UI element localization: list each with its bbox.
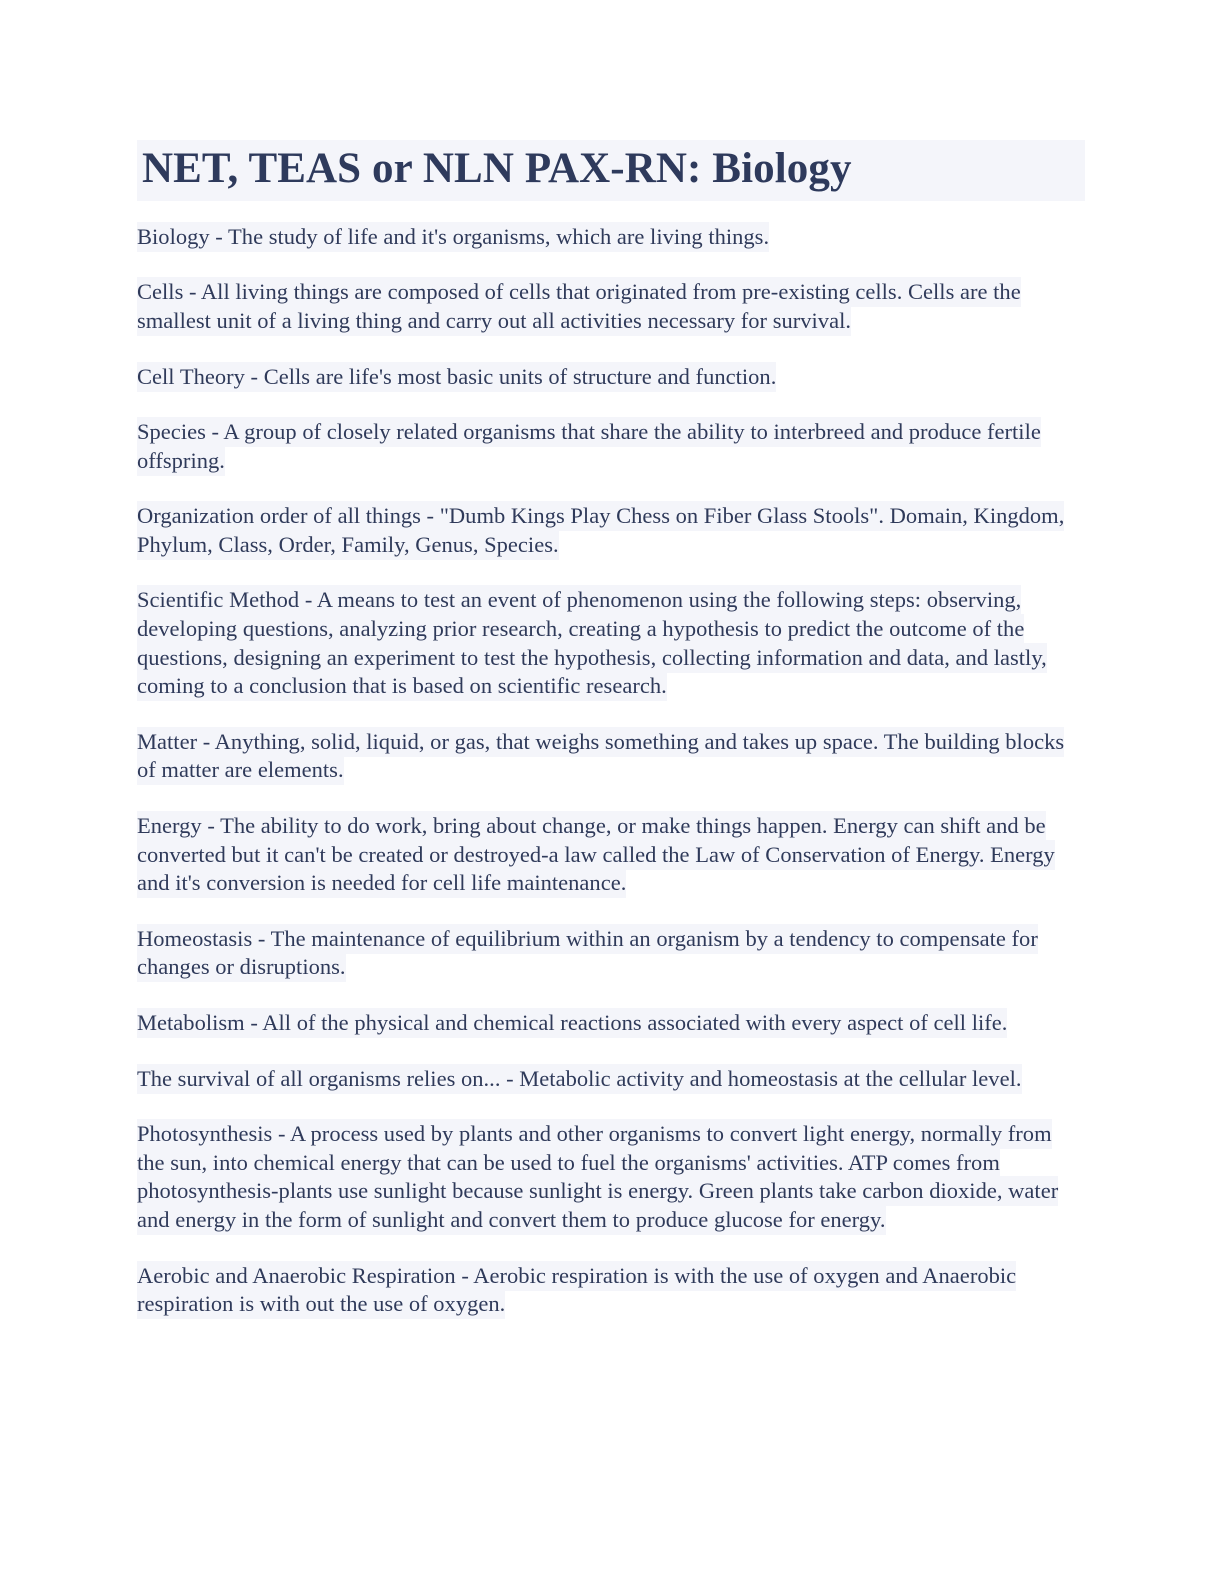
paragraph-survival	[137, 1065, 1067, 1094]
paragraph-text: Cells - All living things are composed of cells that originated from pre-existing cells. Cells are the smallest unit of a living thing and carry out all activities necessary for survival.	[137, 277, 1021, 336]
paragraph-cells	[137, 278, 1067, 335]
page-title: NET, TEAS or NLN PAX-RN: Biology	[137, 140, 1085, 201]
paragraph-text: Organization order of all things - "Dumb Kings Play Chess on Fiber Glass Stools". Domain, Kingdom, Phylum, Class, Order, Family, Genus, Species.	[137, 501, 1064, 560]
paragraph-text: Aerobic and Anaerobic Respiration - Aerobic respiration is with the use of oxygen and Anaerobic respiration is with out the use of oxygen.	[137, 1261, 1016, 1320]
paragraph-text: Species - A group of closely related organisms that share the ability to interbreed and produce fertile offspring.	[137, 417, 1041, 476]
paragraph-species	[137, 418, 1067, 475]
paragraph-text: Scientific Method - A means to test an event of phenomenon using the following steps: observing, developing questions, analyzing prior research, creating a hypothesis to predict the outcome of the questions, designing an experiment to test the hypothesis, collecting information and data, and lastly, coming to a conclusion that is based on scientific research.	[137, 585, 1047, 701]
paragraph-text: The survival of all organisms relies on... - Metabolic activity and homeostasis at the cellular level.	[137, 1064, 1022, 1094]
paragraph-text: Metabolism - All of the physical and chemical reactions associated with every aspect of cell life.	[137, 1008, 1007, 1038]
paragraph-text: Energy - The ability to do work, bring about change, or make things happen. Energy can shift and be converted but it can't be created or destroyed-a law called the Law of Conservation of Energy. Energy and it's conversion is needed for cell life maintenance.	[137, 811, 1055, 898]
paragraph-text: Matter - Anything, solid, liquid, or gas, that weighs something and takes up space. The building blocks of matter are elements.	[137, 727, 1064, 786]
paragraph-text: Photosynthesis - A process used by plants and other organisms to convert light energy, normally from the sun, into chemical energy that can be used to fuel the organisms' activities. ATP comes from photosynthesis-plants use sunlight because sunlight is energy. Green plants take carbon dioxide, water and energy in the form of sunlight and convert them to produce glucose for energy.	[137, 1119, 1058, 1235]
paragraph-scientific-method	[137, 586, 1067, 700]
paragraph-matter	[137, 728, 1067, 785]
document-body	[137, 223, 1067, 1319]
paragraph-photosynthesis	[137, 1120, 1067, 1234]
paragraph-text: Cell Theory - Cells are life's most basic units of structure and function.	[137, 362, 776, 392]
paragraph-metabolism	[137, 1009, 1067, 1038]
paragraph-text: Homeostasis - The maintenance of equilibrium within an organism by a tendency to compensate for changes or disruptions.	[137, 924, 1038, 983]
paragraph-cell-theory	[137, 363, 1067, 392]
paragraph-organization-order	[137, 502, 1067, 559]
paragraph-energy	[137, 812, 1067, 898]
paragraph-text: Biology - The study of life and it's organisms, which are living things.	[137, 222, 769, 252]
paragraph-respiration	[137, 1262, 1067, 1319]
paragraph-homeostasis	[137, 925, 1067, 982]
paragraph-biology	[137, 223, 1067, 252]
